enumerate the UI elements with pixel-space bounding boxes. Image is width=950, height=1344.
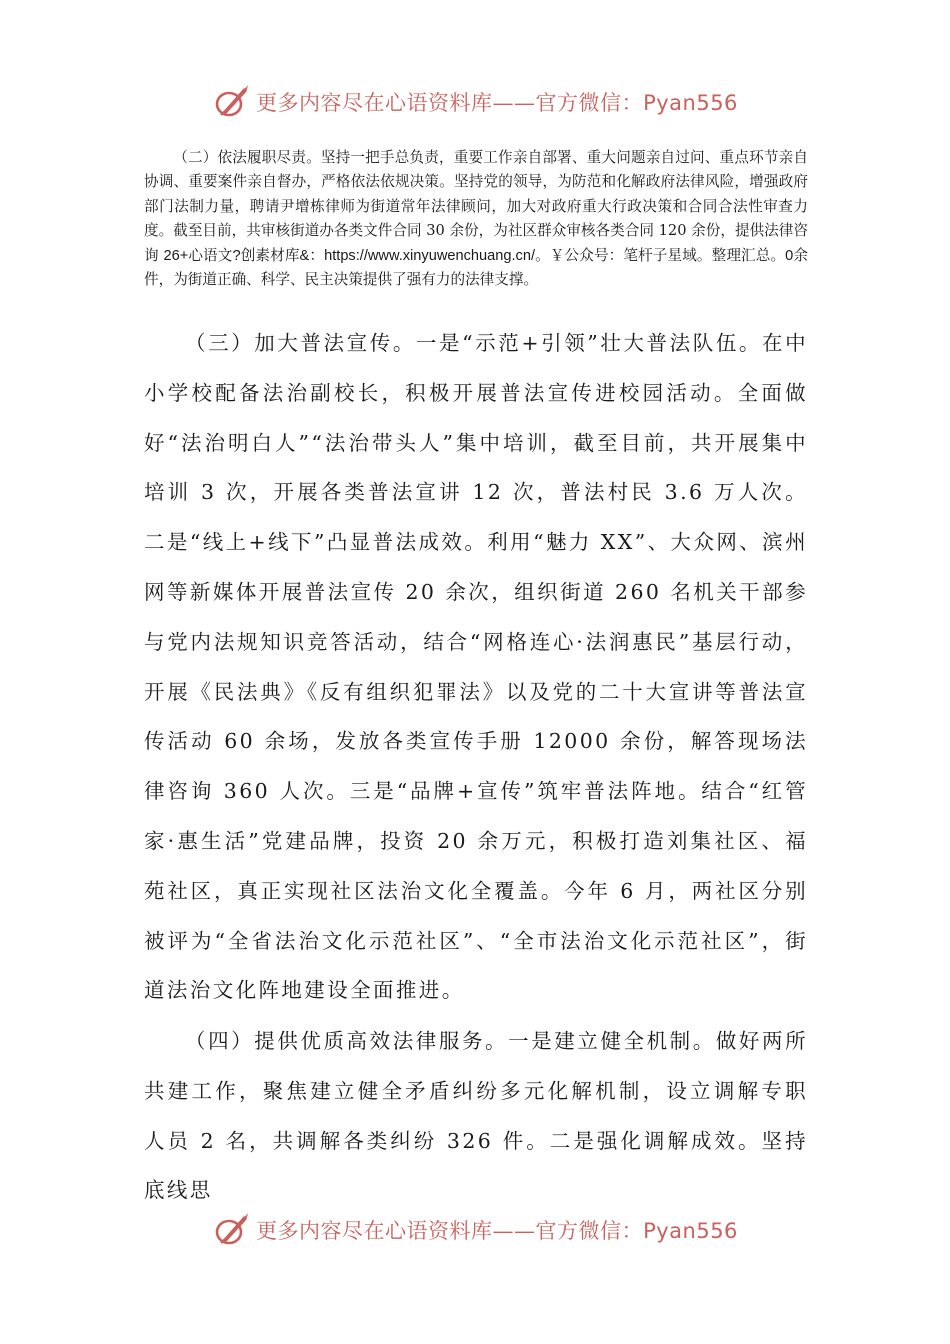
section-3-paragraph: （三）加大普法宣传。一是“示范+引领”壮大普法队伍。在中小学校配备法治副校长，积极开展普法宣传进校园活动。全面做好“法治明白人”“法治带头人”集中培训，截至目前，共开展集中培训 3 次，开展各类普法宣讲 12 次，普法村民 3.6 万人次。二是“线上+线下”凸显普法成效。利用“魅力 XX”、大众网、滨州网等新媒体开展普法宣传 20 余次，组织街道 260 名机关干部参与党内法规知识竞答活动，结合“网格连心·法润惠民”基层行动，开展《民法典》《反有组织犯罪法》以及党的二十大宣讲等普法宣传活动 60 余场，发放各类宣传手册 12000 余份，解答现场法律咨询 360 人次。三是“品牌+宣传”筑牢普法阵地。结合“红管家·惠生活”党建品牌，投资 20 余万元，积极打造刘集社区、福苑社区，真正实现社区法治文化全覆盖。今年 6 月，两社区分别被评为“全省法治文化示范社区”、“全市法治文化示范社区”，街道法治文化阵地建设全面推进。: [144, 331, 808, 1003]
section-2-paragraph: （二）依法履职尽责。坚持一把手总负责，重要工作亲自部署、重大问题亲自过问、重点环节亲自协调、重要案件亲自督办，严格依法依规决策。坚持党的领导，为防范和化解政府法律风险，增强政府部门法制力量，聘请尹增栋律师为街道常年法律顾问，加大对政府重大行政决策和合同合法性审查力度。截至目前，共审核街道办各类文件合同 30 余份，为社区群众审核各类合同 120 余份，提供法律咨询 26+心语文?创素材库&：https://www.xinyuwenchuang.cn/。￥公众号：笔杆子星域。整理汇总。0余件，为街道正确、科学、民主决策提供了强有力的法律支撑。: [144, 149, 808, 289]
watermark-inline-text: 26+心语文?创素材库&：https://www.xinyuwenchuang.cn/。￥公众号：笔杆子星域。整理汇总。0: [163, 247, 794, 264]
wechat-id: Pyan556: [643, 91, 738, 115]
header-banner: [0, 82, 950, 122]
banner-text: 更多内容尽在心语资料库——官方微信：Pyan556: [256, 91, 738, 115]
wechat-id: Pyan556: [643, 1219, 738, 1243]
quill-logo-icon: [212, 82, 252, 122]
quill-logo-icon: [212, 1210, 252, 1250]
banner-text: 更多内容尽在心语资料库——官方微信：Pyan556: [256, 1219, 738, 1243]
section-4-paragraph: （四）提供优质高效法律服务。一是建立健全机制。做好两所共建工作，聚焦建立健全矛盾纠纷多元化解机制，设立调解专职人员 2 名，共调解各类纠纷 326 件。二是强化调解成效。坚持底线思: [144, 1029, 808, 1203]
footer-banner: [0, 1210, 950, 1250]
